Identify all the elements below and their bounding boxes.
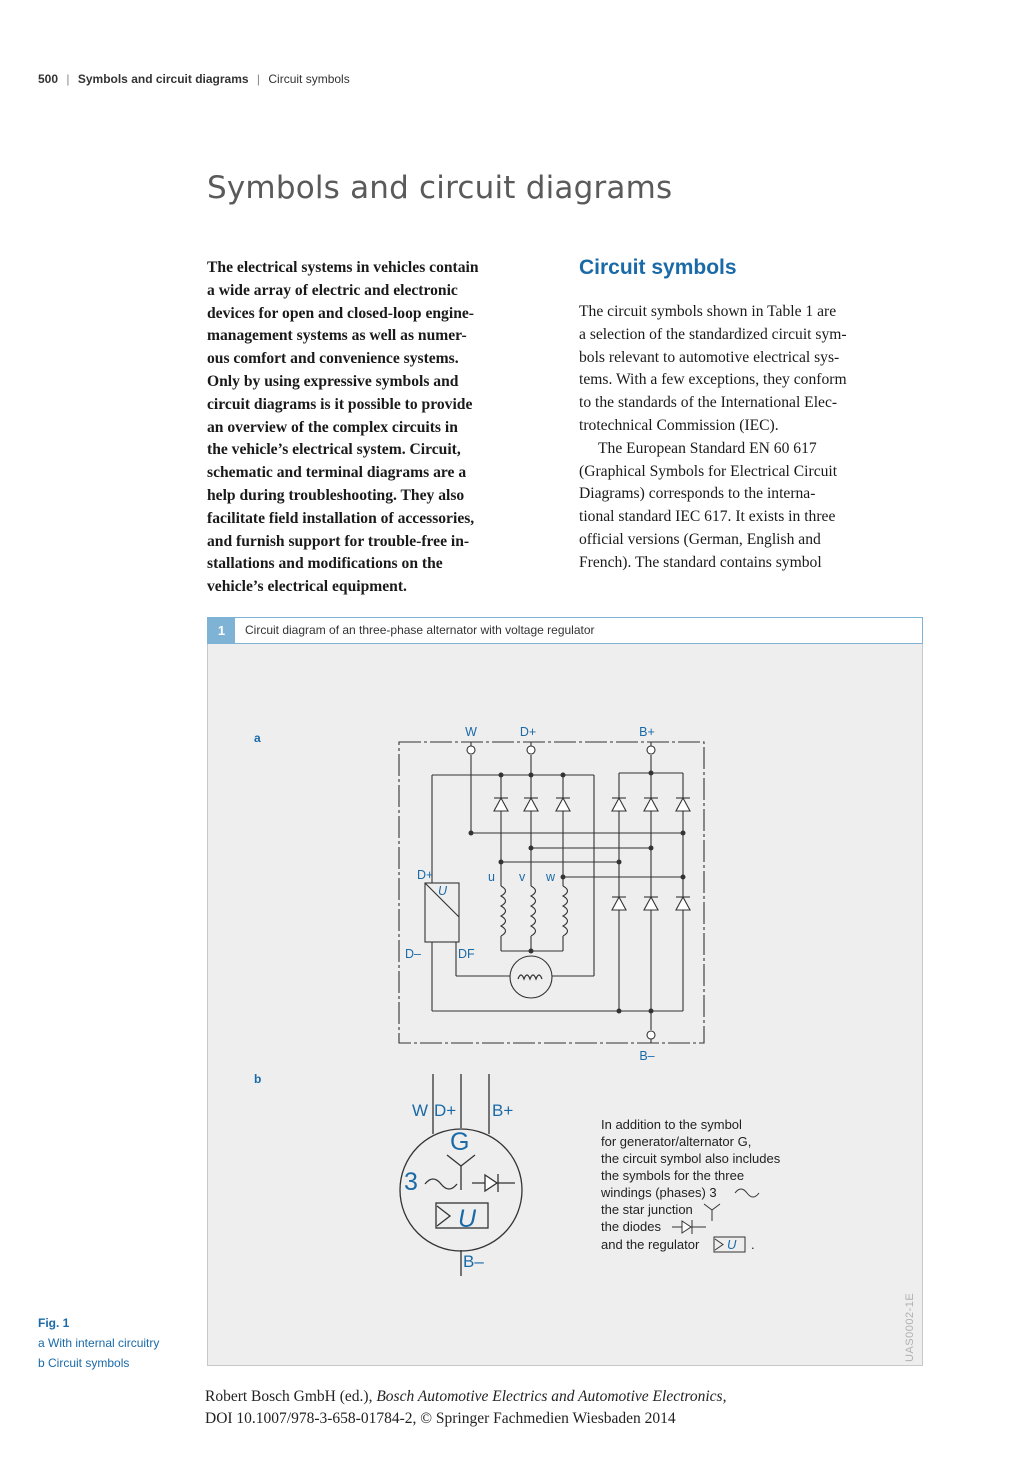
figure-legend-item: b Circuit symbols <box>38 1356 130 1370</box>
figure-legend-item: a With internal circuitry <box>38 1336 160 1350</box>
intro-line: vehicle’s electrical equipment. <box>207 578 407 596</box>
section-heading: Circuit symbols <box>579 256 737 279</box>
note-line: the diodes <box>601 1219 661 1234</box>
note-line: and the regulator <box>601 1237 700 1252</box>
label-reg-df: DF <box>458 947 475 961</box>
body-line: The European Standard EN 60 617 <box>598 439 817 457</box>
label-reg-dplus: D+ <box>417 868 434 882</box>
label-dplus: D+ <box>519 725 537 739</box>
body-line: The circuit symbols shown in Table 1 are <box>579 303 837 320</box>
label-phase-u: u <box>488 870 495 884</box>
label-reg-u: U <box>438 884 448 898</box>
intro-line: and furnish support for trouble-free in- <box>207 532 470 550</box>
note-line: windings (phases) 3 <box>601 1185 717 1200</box>
intro-line: stallations and modifications on the <box>207 555 443 573</box>
intro-line: management systems as well as numer- <box>207 327 467 345</box>
label-b-bplus: B+ <box>492 1101 514 1120</box>
header-separator: | <box>256 72 261 86</box>
intro-line: an overview of the complex circuits in <box>207 418 458 436</box>
intro-line: schematic and terminal diagrams are a <box>207 464 467 482</box>
header-section: Symbols and circuit diagrams <box>77 72 249 86</box>
label-b-dplus: D+ <box>434 1101 457 1120</box>
intro-paragraph <box>207 257 557 599</box>
note-regulator-u: U <box>727 1237 737 1252</box>
label-phase-w: w <box>546 870 556 884</box>
body-line: tems. With a few exceptions, they conform <box>579 371 847 389</box>
label-b-w: W <box>412 1101 429 1120</box>
page-title: Symbols and circuit diagrams <box>207 170 673 206</box>
figure-title: Fig. 1 <box>38 1316 70 1330</box>
note-line: . <box>751 1237 755 1252</box>
label-b-bminus: B– <box>463 1252 484 1271</box>
body-column <box>579 257 929 575</box>
body-line: a selection of the standardized circuit sym- <box>579 325 847 343</box>
note-line: the circuit symbol also includes <box>601 1151 781 1166</box>
body-line: official versions (German, English and <box>579 530 821 548</box>
intro-line: The electrical systems in vehicles contain <box>207 259 479 276</box>
body-line: (Graphical Symbols for Electrical Circuit <box>579 462 838 480</box>
part-b-label: b <box>254 1072 262 1086</box>
figure-panel <box>207 617 923 1366</box>
label-bminus: B– <box>639 1049 655 1063</box>
note-line: for generator/alternator G, <box>601 1134 752 1149</box>
body-line: tional standard IEC 617. It exists in three <box>579 508 836 526</box>
body-line: French). The standard contains symbol <box>579 553 822 571</box>
figure-number: 1 <box>208 618 235 643</box>
label-b-three: 3 <box>404 1168 418 1196</box>
part-a-label: a <box>254 731 261 745</box>
label-b-g: G <box>450 1128 470 1156</box>
label-reg-dminus: D– <box>405 947 421 961</box>
body-line: bols relevant to automotive electrical sys- <box>579 348 840 366</box>
intro-line: ous comfort and convenience systems. <box>207 350 459 368</box>
intro-line: circuit diagrams is it possible to provide <box>207 395 473 413</box>
header-separator: | <box>66 72 70 86</box>
citation-book-title: Bosch Automotive Electrics and Automotive Electronics, <box>376 1388 727 1405</box>
label-b-u: U <box>458 1205 477 1233</box>
intro-line: facilitate field installation of accessories, <box>207 509 475 527</box>
citation-doi: DOI 10.1007/978-3-658-01784-2, © Springer Fachmedien Wiesbaden 2014 <box>205 1410 676 1427</box>
citation-publisher: Robert Bosch GmbH (ed.), <box>205 1388 373 1405</box>
label-bplus: B+ <box>639 725 655 739</box>
body-line: Diagrams) corresponds to the interna- <box>579 485 816 503</box>
intro-line: Only by using expressive symbols and <box>207 372 459 390</box>
figure-caption: Circuit diagram of an three-phase alternator with voltage regulator <box>245 623 595 637</box>
note-line: In addition to the symbol <box>601 1117 742 1132</box>
body-line: trotechnical Commission (IEC). <box>579 416 779 434</box>
figure-caption-bar <box>207 617 923 644</box>
figure-legend <box>38 1313 159 1373</box>
citation-footer <box>205 1386 726 1430</box>
body-line: to the standards of the International Elec- <box>579 394 838 412</box>
note-line: the symbols for the three <box>601 1168 745 1183</box>
label-phase-v: v <box>519 870 526 884</box>
figure-code: UAS0002-1E <box>904 1292 916 1362</box>
intro-line: help during troubleshooting. They also <box>207 486 465 504</box>
intro-line: a wide array of electric and electronic <box>207 281 458 299</box>
citation-line-1 <box>205 1386 726 1408</box>
note-line: the star junction <box>601 1202 693 1217</box>
running-header <box>38 72 350 86</box>
page-number: 500 <box>38 72 59 86</box>
header-subsection: Circuit symbols <box>268 72 350 86</box>
intro-line: devices for open and closed-loop engine- <box>207 304 474 322</box>
intro-line: the vehicle’s electrical system. Circuit, <box>207 441 461 459</box>
label-w: W <box>465 725 477 739</box>
